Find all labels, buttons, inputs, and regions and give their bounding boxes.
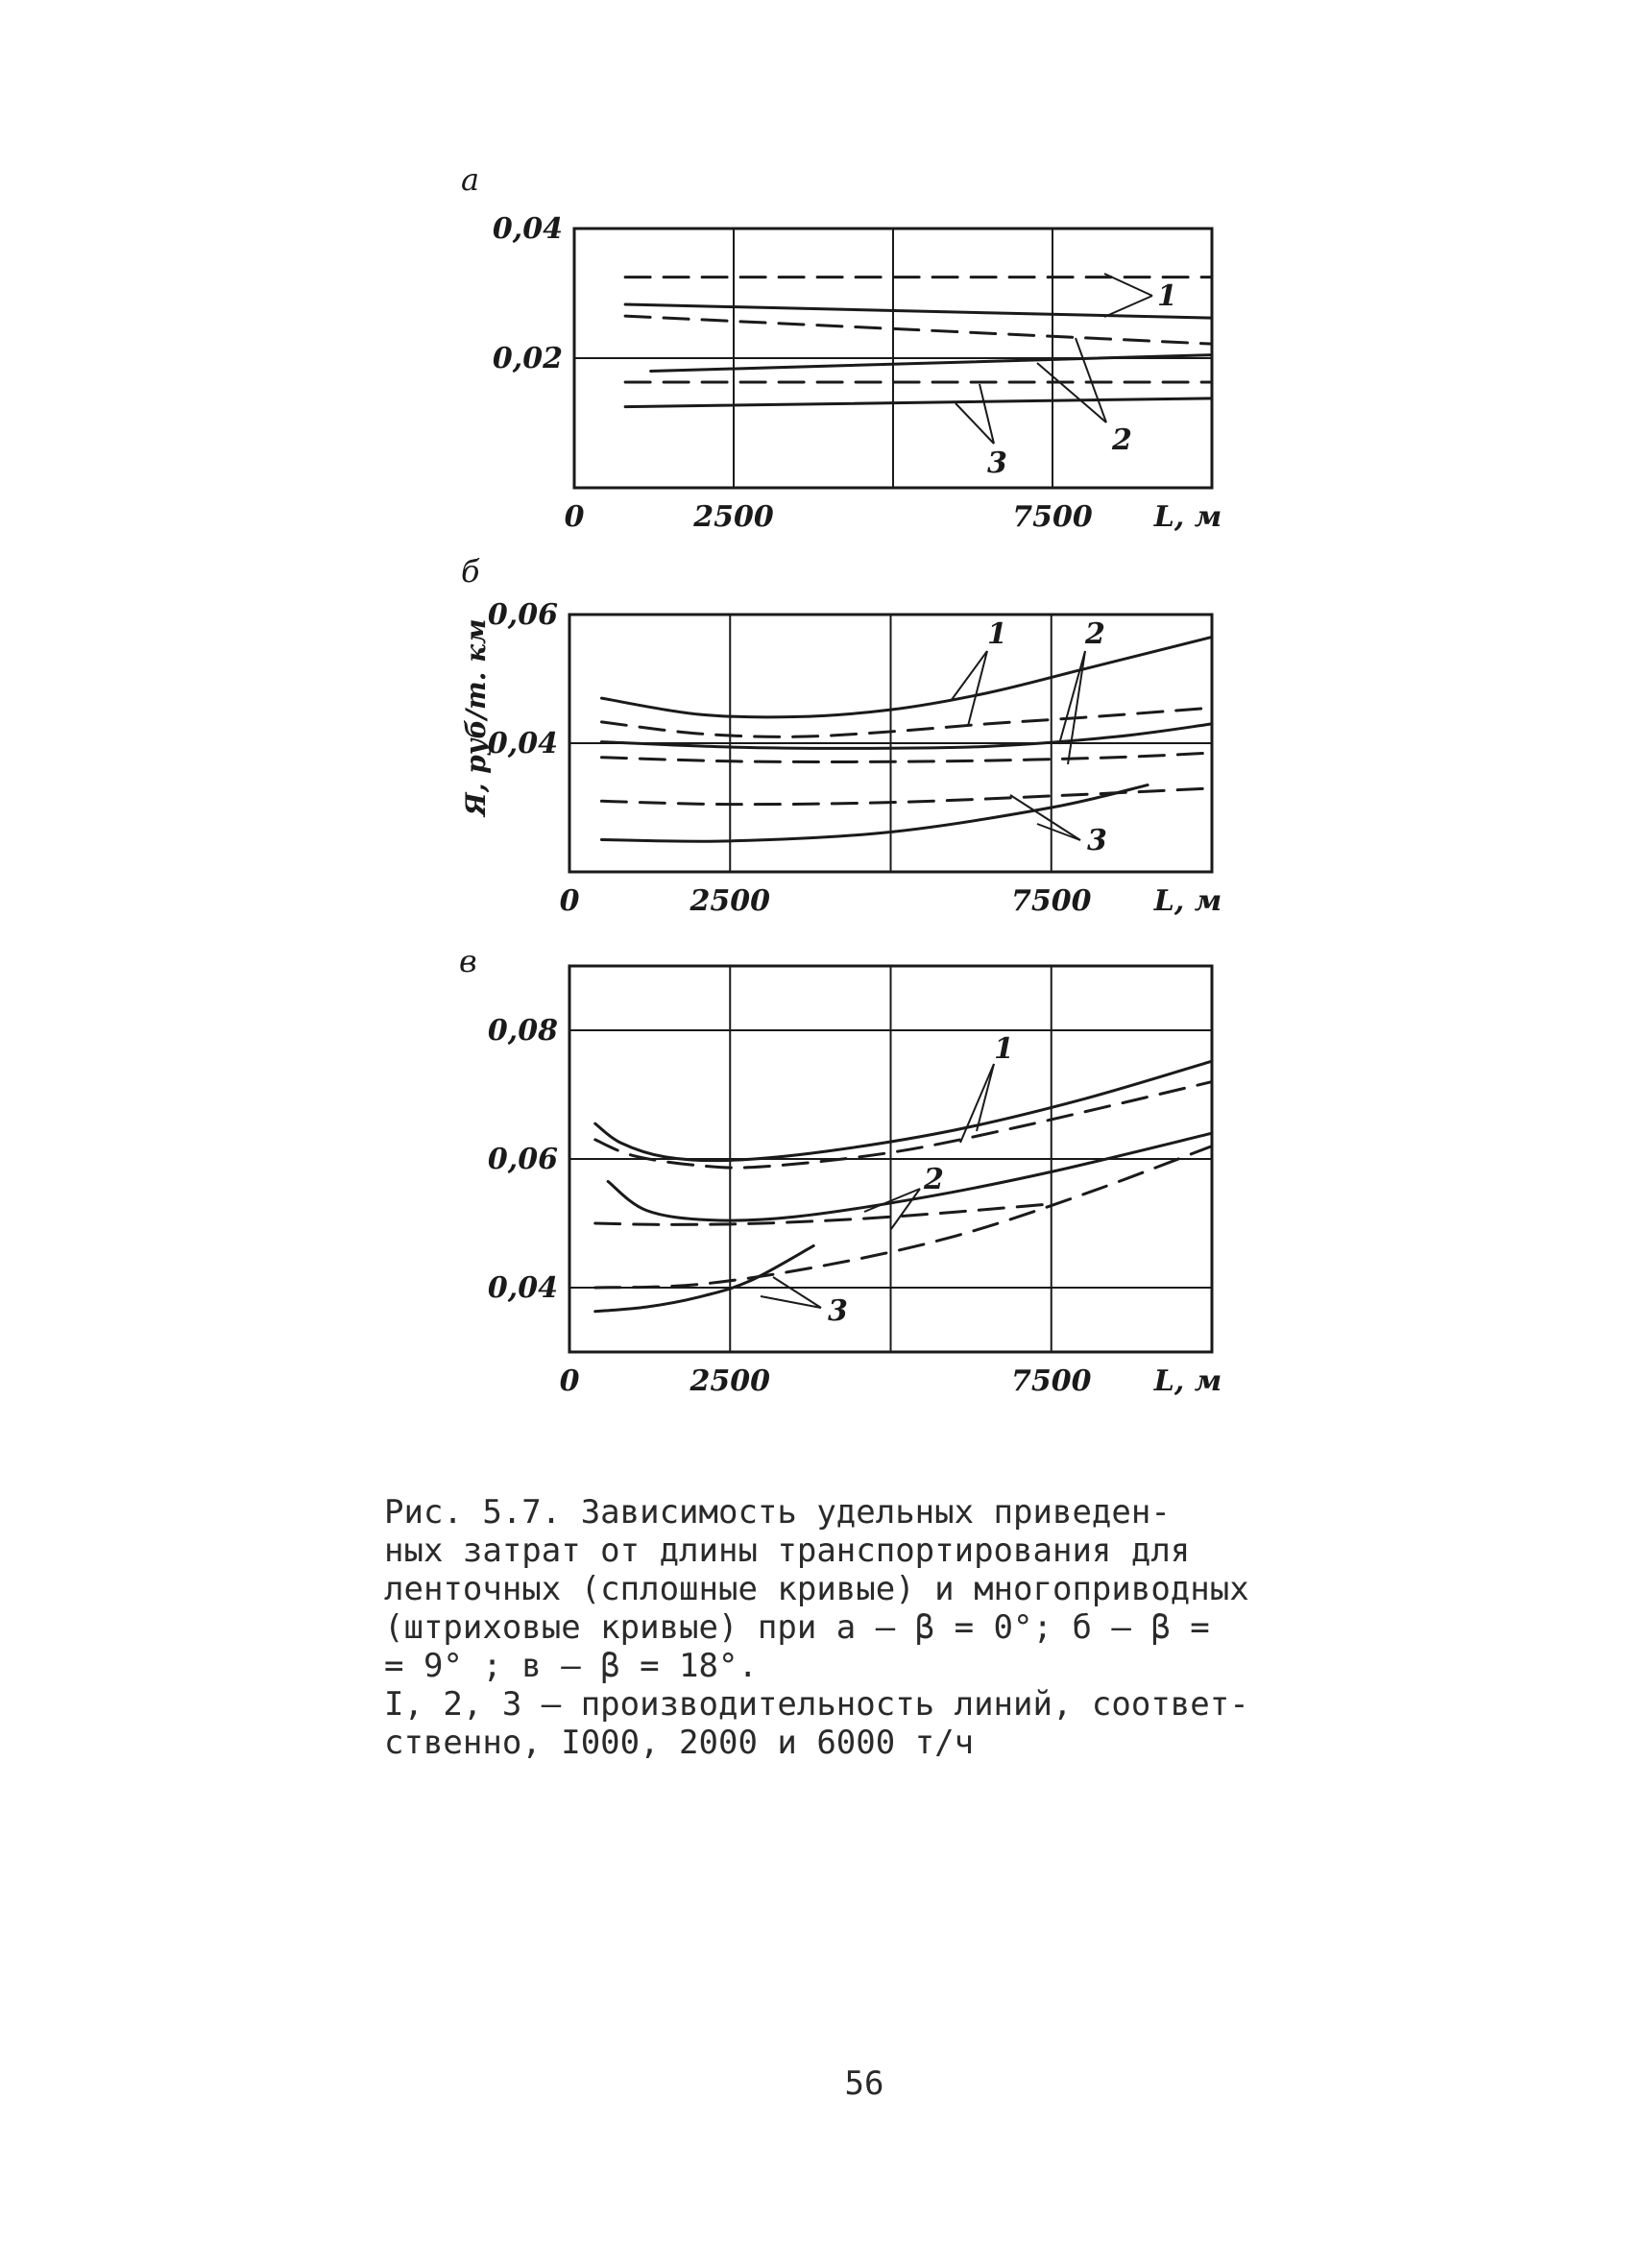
- y-tick-label: 0,04: [487, 1271, 558, 1305]
- curve-number-label: 3: [828, 1294, 848, 1328]
- curve-3-solid: [601, 785, 1148, 842]
- curve-number-label: 1: [994, 1032, 1014, 1066]
- chart-panel-1: [461, 161, 1222, 534]
- curve-pointer-line: [1104, 296, 1152, 317]
- curve-1-solid: [601, 637, 1212, 716]
- page-number: 56: [844, 2064, 884, 2103]
- curve-3-solid: [595, 1245, 813, 1311]
- curve-2-dashed: [601, 753, 1212, 761]
- y-axis-label: Я, руб/т. км: [460, 618, 492, 816]
- curve-number-label: 1: [1157, 279, 1177, 313]
- panel-label: а: [461, 161, 480, 198]
- x-tick-label: 0: [559, 1364, 580, 1398]
- curve-number-label: 1: [987, 617, 1007, 651]
- curve-pointer-line: [1068, 651, 1085, 764]
- curve-pointer-line: [1010, 795, 1080, 840]
- curve-1-solid: [595, 1061, 1212, 1161]
- curve-pointer-line: [968, 651, 987, 726]
- y-tick-label: 0,06: [487, 1143, 558, 1176]
- curve-number-label: 3: [1087, 824, 1107, 857]
- y-tick-label: 0,02: [492, 342, 563, 375]
- x-tick-label: 2500: [693, 500, 774, 534]
- x-tick-label: 2500: [689, 1364, 770, 1398]
- curve-1-solid: [625, 304, 1212, 318]
- x-axis-label: L, м: [1153, 884, 1222, 918]
- x-axis-label: L, м: [1153, 500, 1222, 534]
- curve-2-solid: [601, 724, 1212, 748]
- y-tick-label: 0,04: [487, 727, 558, 760]
- curve-2-dashed: [625, 316, 1212, 344]
- chart-panel-3: [459, 943, 1222, 1398]
- x-axis-label: L, м: [1153, 1364, 1222, 1398]
- y-tick-label: 0,08: [487, 1014, 558, 1048]
- y-tick-label: 0,06: [487, 598, 558, 632]
- curve-3-solid: [625, 398, 1212, 407]
- x-tick-label: 2500: [689, 884, 770, 918]
- x-tick-label: 7500: [1011, 884, 1092, 918]
- panel-label: б: [461, 553, 480, 590]
- y-tick-label: 0,04: [492, 212, 563, 246]
- x-tick-label: 7500: [1012, 500, 1093, 534]
- x-tick-label: 0: [564, 500, 585, 534]
- curve-number-label: 3: [987, 446, 1007, 480]
- x-tick-label: 0: [559, 884, 580, 918]
- curve-1-dashed: [601, 708, 1212, 736]
- curve-number-label: 2: [1085, 617, 1105, 651]
- curve-2-solid: [608, 1133, 1212, 1220]
- figure-caption: Рис. 5.7. Зависимость удельных приведен- ных затрат от длины транспортирования для ленточных (сплошные кривые) и многоприводных (штриховые кривые) при а – β = 0°; б – β = = 9° ; в – β = 18°. I, 2, 3 – производительность линий, соответ- ственно, I000, 2000 и 6000 т/ч: [384, 1493, 1249, 1762]
- curve-number-label: 2: [924, 1163, 944, 1196]
- panel-label: в: [459, 943, 477, 979]
- curve-number-label: 2: [1112, 423, 1132, 457]
- x-tick-label: 7500: [1011, 1364, 1092, 1398]
- chart-panel-2: [460, 553, 1222, 918]
